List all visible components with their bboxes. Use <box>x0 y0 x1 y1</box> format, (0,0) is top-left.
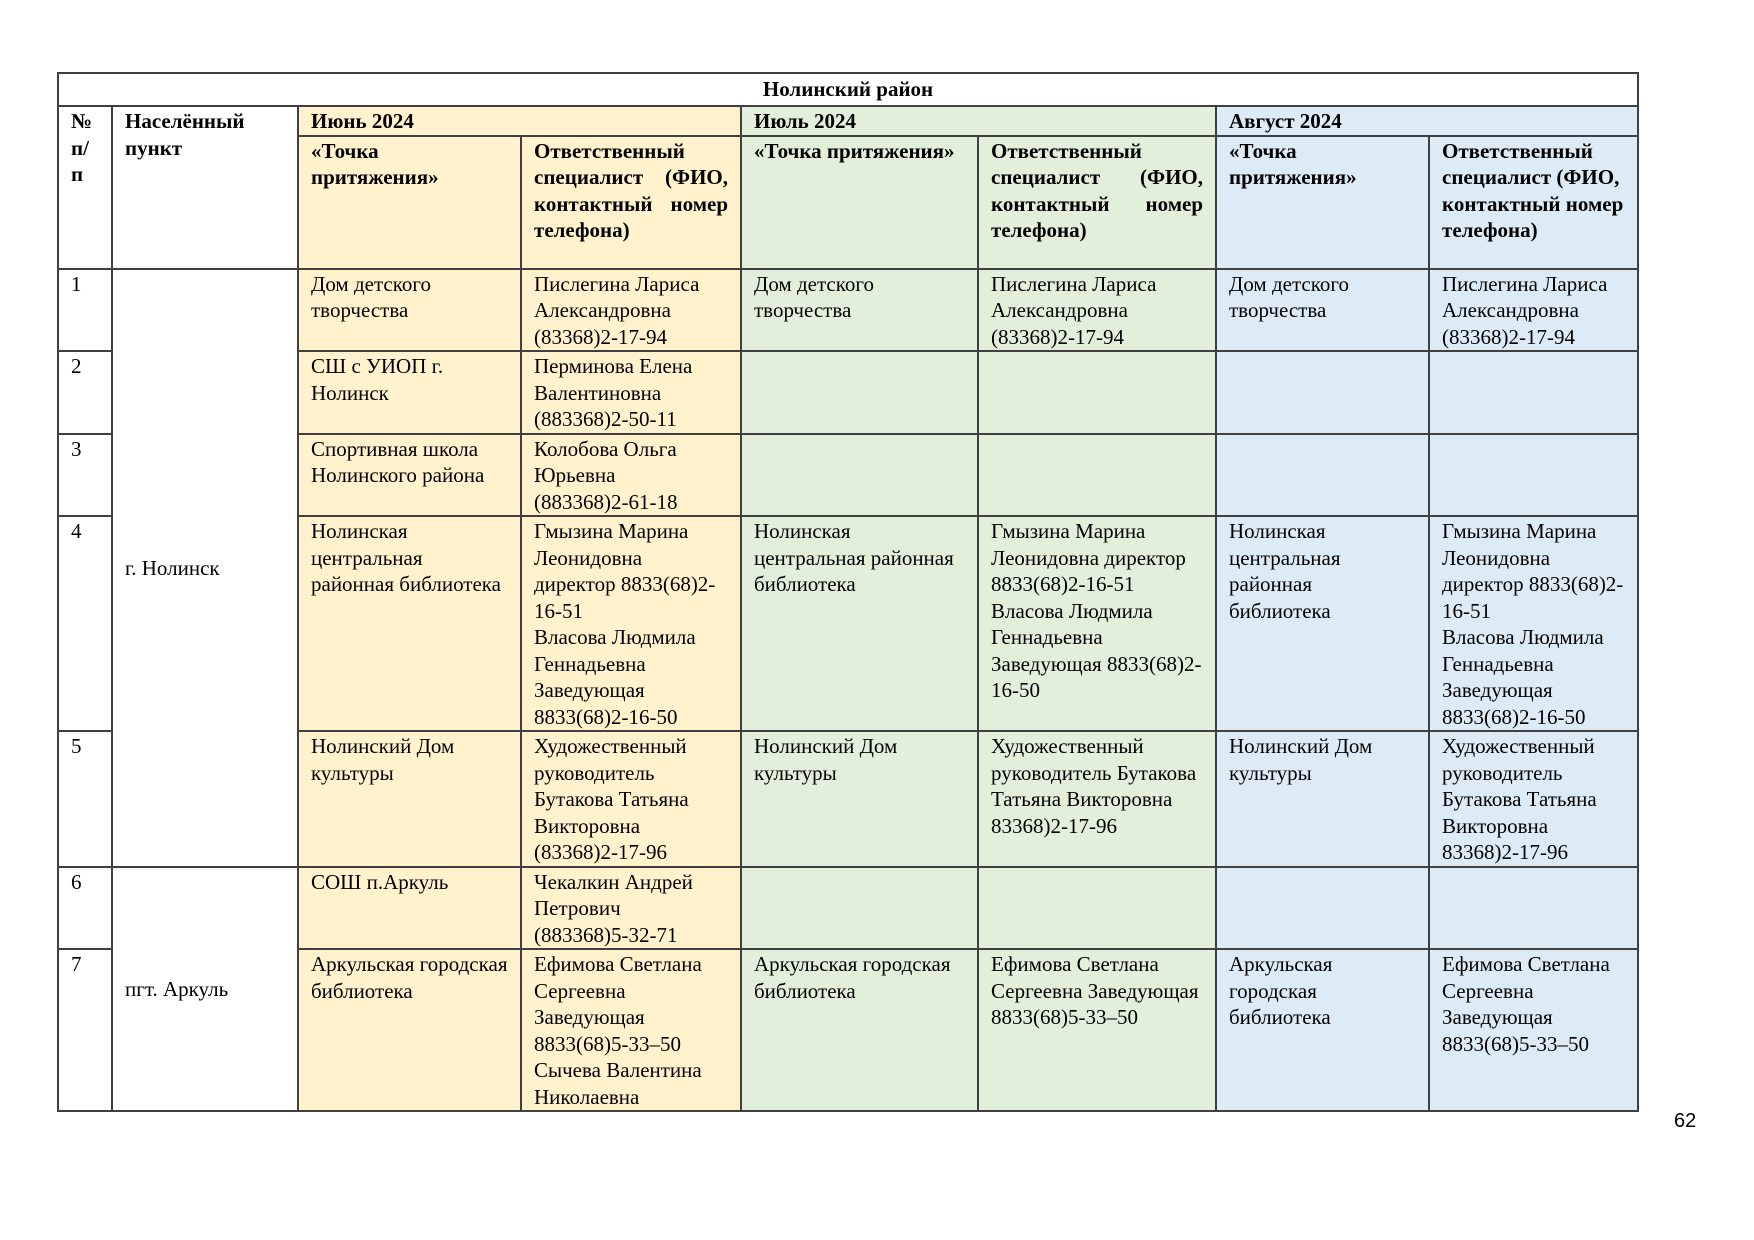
specialist-line: (883368)2-61-18 <box>534 489 678 514</box>
header-month-july: Июль 2024 <box>741 106 1216 136</box>
point-cell-july: Дом детского творчества <box>741 269 978 352</box>
specialist-cell-july <box>978 949 1216 1111</box>
point-cell-july: Нолинский Дом культуры <box>741 731 978 867</box>
specialist-cell-june <box>521 516 741 731</box>
row-number: 3 <box>58 434 112 517</box>
settlement-name: пгт. Аркуль <box>112 867 298 1112</box>
specialist-line: Сычева Валентина Николаевна <box>534 1058 702 1109</box>
point-cell-june: Нолинская центральная районная библиотека <box>298 516 521 731</box>
header-specialist-june: Ответственный специалист (ФИО, контактный номер телефона) <box>521 136 741 269</box>
table-title: Нолинский район <box>58 73 1638 106</box>
header-settlement: Населённый пункт <box>112 106 298 269</box>
row-number: 4 <box>58 516 112 731</box>
specialist-cell-july <box>978 867 1216 950</box>
specialist-cell-july <box>978 731 1216 867</box>
point-cell-july: Нолинская центральная районная библиотека <box>741 516 978 731</box>
point-cell-august <box>1216 351 1429 434</box>
specialist-line: Пислегина Лариса Александровна <box>534 271 700 322</box>
specialist-line: Ефимова Светлана Сергеевна Заведующая 8833(68)5-33–50 <box>1442 952 1610 1056</box>
point-cell-june: СШ с УИОП г. Нолинск <box>298 351 521 434</box>
specialist-line: Пислегина Лариса Александровна <box>991 271 1157 322</box>
row-number: 2 <box>58 351 112 434</box>
specialist-line: Чекалкин Андрей Петрович <box>534 869 693 920</box>
point-cell-june: Дом детского творчества <box>298 269 521 352</box>
specialist-cell-july <box>978 516 1216 731</box>
specialist-line: Пислегина Лариса Александровна <box>1442 271 1608 322</box>
specialist-cell-august <box>1429 269 1638 352</box>
point-cell-august: Дом детского творчества <box>1216 269 1429 352</box>
specialist-line: Художественный руководитель Бутакова Татьяна Викторовна <box>991 734 1197 811</box>
point-cell-august: Аркульская городская библиотека <box>1216 949 1429 1111</box>
row-number: 7 <box>58 949 112 1111</box>
point-cell-july <box>741 434 978 517</box>
specialist-line: Ефимова Светлана Сергеевна Заведующая 8833(68)5-33–50 <box>534 952 702 1056</box>
specialist-line: Гмызина Марина Леонидовна директор 8833(68)2-16-51 <box>534 519 716 623</box>
point-cell-july: Аркульская городская библиотека <box>741 949 978 1111</box>
header-specialist-july: Ответственный специалист (ФИО, контактный номер телефона) <box>978 136 1216 269</box>
point-cell-august: Нолинская центральная районная библиотека <box>1216 516 1429 731</box>
table-row <box>58 867 1638 950</box>
specialist-cell-august <box>1429 351 1638 434</box>
specialist-line: (83368)2-17-96 <box>534 840 667 864</box>
specialist-line: (883368)5-32-71 <box>534 922 678 947</box>
row-number: 6 <box>58 867 112 950</box>
specialist-line: Гмызина Марина Леонидовна директор 8833(68)2-16-51 <box>991 519 1186 596</box>
specialist-line: Власова Людмила Геннадьевна Заведующая 8833(68)2-16-50 <box>1442 625 1604 729</box>
specialist-line: 83368)2-17-96 <box>1442 840 1568 864</box>
point-cell-june: Аркульская городская библиотека <box>298 949 521 1111</box>
specialist-line: (83368)2-17-94 <box>991 324 1124 349</box>
point-cell-june: Нолинский Дом культуры <box>298 731 521 867</box>
row-number: 5 <box>58 731 112 867</box>
page-number: 62 <box>1674 1110 1697 1132</box>
point-cell-august <box>1216 867 1429 950</box>
settlement-name: г. Нолинск <box>112 269 298 867</box>
specialist-line: 83368)2-17-96 <box>991 813 1117 838</box>
specialist-cell-august <box>1429 434 1638 517</box>
specialist-cell-july <box>978 434 1216 517</box>
specialist-line: (83368)2-17-94 <box>1442 324 1575 349</box>
specialist-line: (83368)2-17-94 <box>534 324 667 349</box>
header-specialist-august: Ответственный специалист (ФИО, контактный номер телефона) <box>1429 136 1638 269</box>
specialist-cell-august <box>1429 516 1638 731</box>
specialist-line: Колобова Ольга Юрьевна <box>534 436 677 487</box>
header-number: № п/п <box>58 106 112 269</box>
specialist-cell-august <box>1429 867 1638 950</box>
specialist-cell-june <box>521 434 741 517</box>
specialist-cell-june <box>521 351 741 434</box>
specialist-cell-june <box>521 731 741 867</box>
specialist-cell-july <box>978 269 1216 352</box>
specialist-cell-june <box>521 949 741 1111</box>
specialist-cell-july <box>978 351 1216 434</box>
point-cell-june: СОШ п.Аркуль <box>298 867 521 950</box>
header-point-june: «Точка притяжения» <box>298 136 521 269</box>
table-row <box>58 269 1638 352</box>
header-month-june: Июнь 2024 <box>298 106 741 136</box>
specialist-line: Перминова Елена Валентиновна <box>534 354 693 405</box>
specialist-line: Ефимова Светлана Сергеевна Заведующая 8833(68)5-33–50 <box>991 952 1199 1029</box>
point-cell-august: Нолинский Дом культуры <box>1216 731 1429 867</box>
header-month-august: Август 2024 <box>1216 106 1638 136</box>
point-cell-july <box>741 351 978 434</box>
header-point-july: «Точка притяжения» <box>741 136 978 269</box>
specialist-cell-june <box>521 269 741 352</box>
specialist-line: (883368)2-50-11 <box>534 407 677 431</box>
specialist-line: Власова Людмила Геннадьевна Заведующая 8833(68)2-16-50 <box>534 625 696 729</box>
specialist-cell-august <box>1429 949 1638 1111</box>
specialist-cell-june <box>521 867 741 950</box>
point-cell-june: Спортивная школа Нолинского района <box>298 434 521 517</box>
row-number: 1 <box>58 269 112 352</box>
header-point-august: «Точка притяжения» <box>1216 136 1429 269</box>
specialist-cell-august <box>1429 731 1638 867</box>
point-cell-august <box>1216 434 1429 517</box>
specialist-line: Власова Людмила Геннадьевна Заведующая 8833(68)2-16-50 <box>991 598 1202 702</box>
specialist-line: Художественный руководитель Бутакова Татьяна Викторовна <box>534 734 689 838</box>
point-cell-july <box>741 867 978 950</box>
schedule-table <box>57 72 1639 1112</box>
specialist-line: Гмызина Марина Леонидовна директор 8833(68)2-16-51 <box>1442 519 1624 623</box>
specialist-line: Художественный руководитель Бутакова Татьяна Викторовна <box>1442 734 1597 838</box>
